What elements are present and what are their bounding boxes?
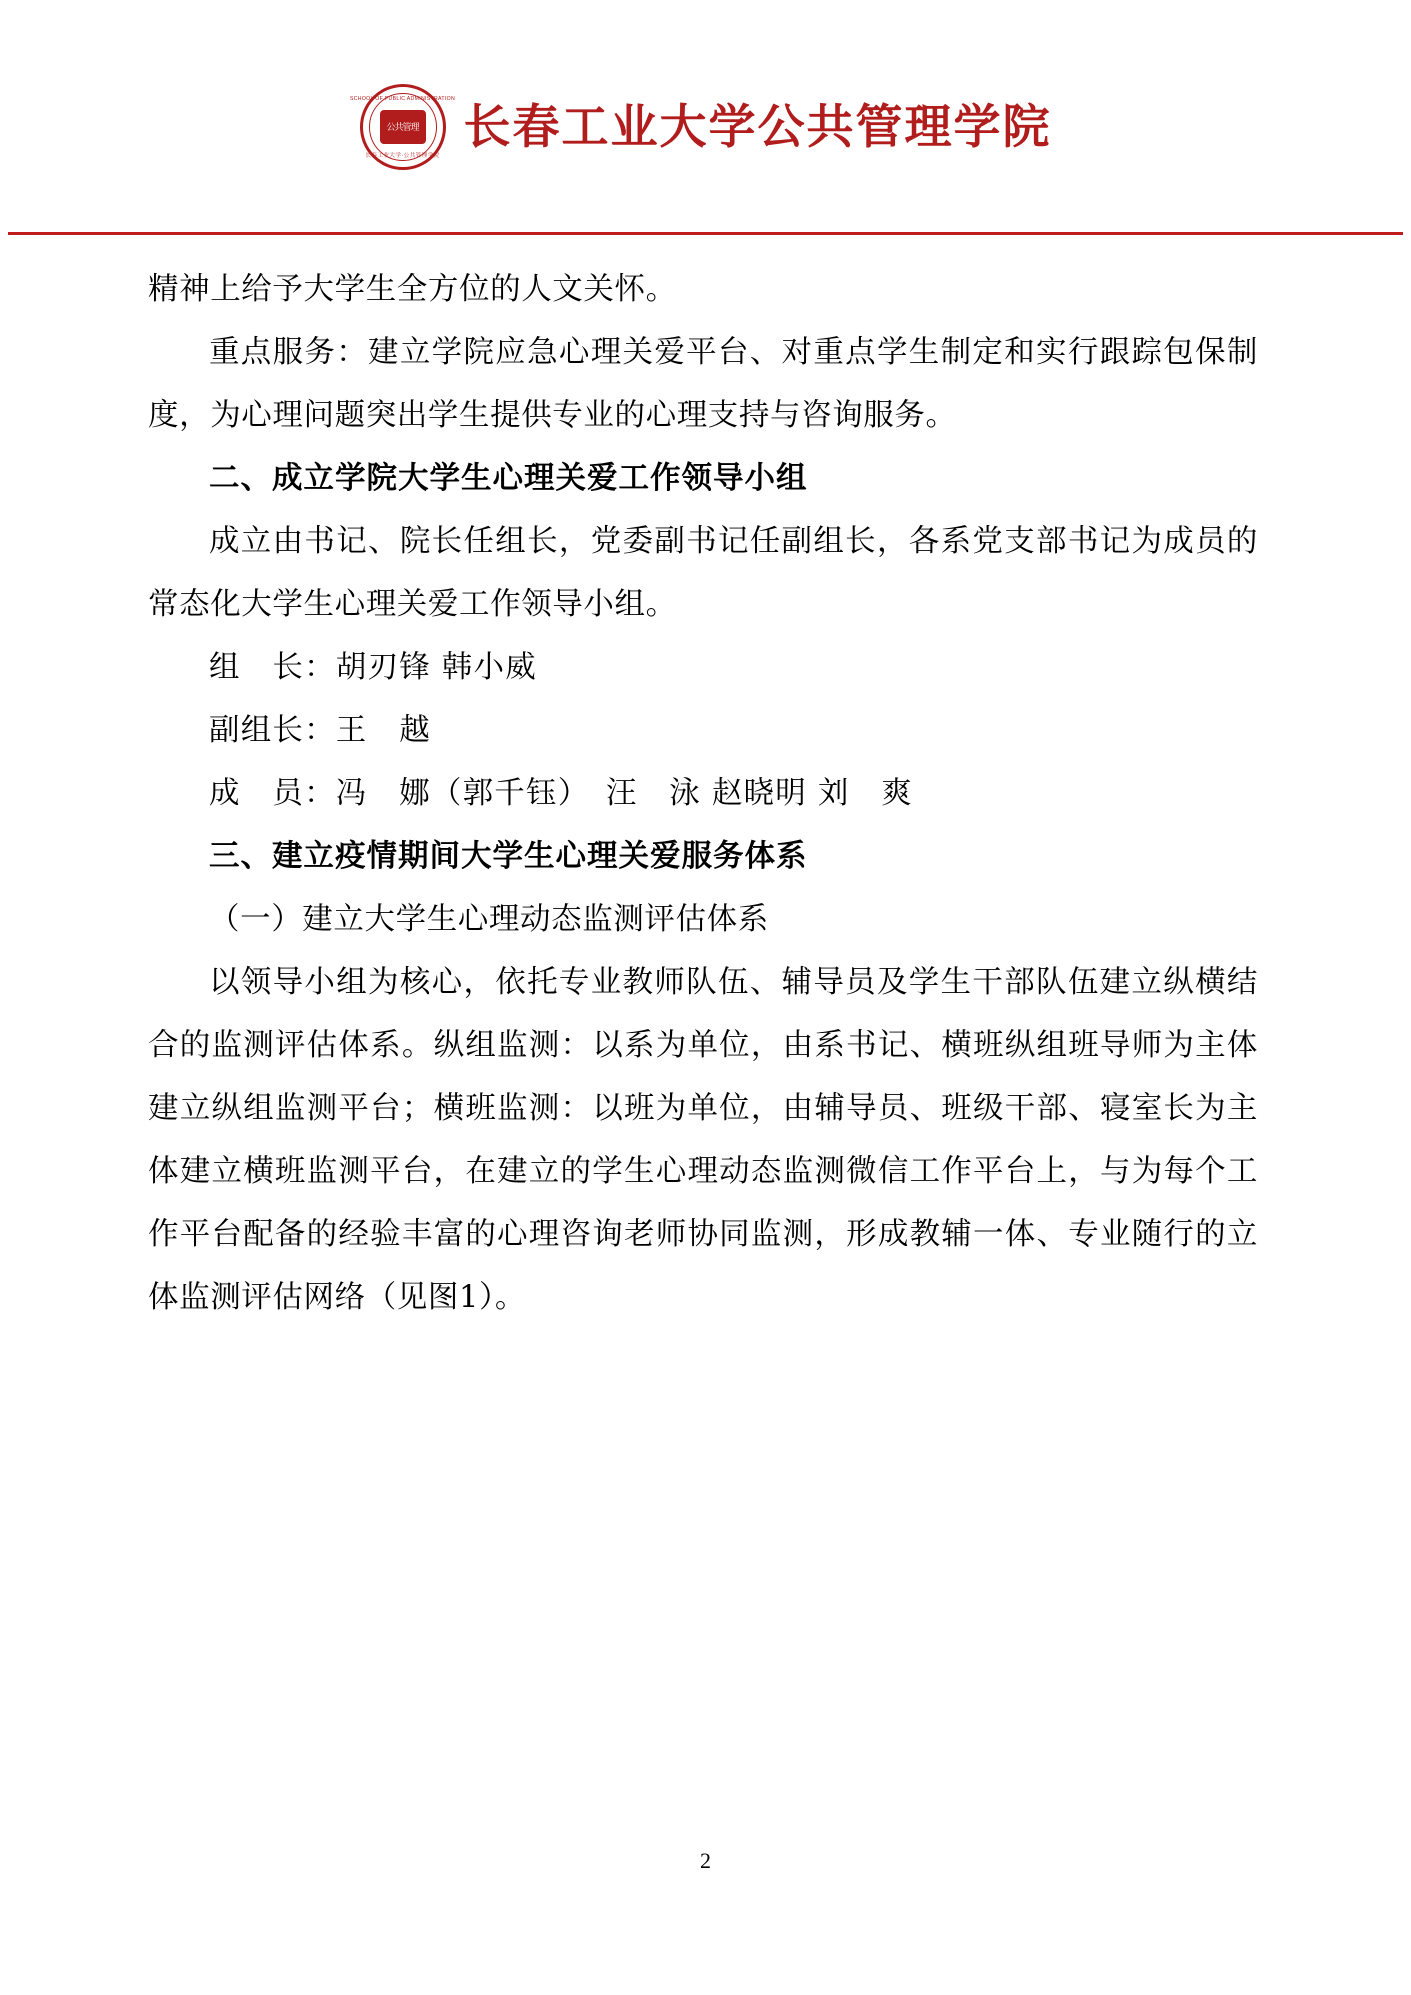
roster-group-leader: 组 长：胡刃锋 韩小威 <box>209 650 537 685</box>
paragraph-key-services: 重点服务：建立学院应急心理关爱平台、对重点学生制定和实行跟踪包保制度，为心理问题突出学生提供专业的心理支持与咨询服务。 <box>148 335 1258 433</box>
section-heading-two: 二、成立学院大学生心理关爱工作领导小组 <box>209 460 808 496</box>
paragraph-continuation: 精神上给予大学生全方位的人文关怀。 <box>148 272 677 307</box>
paragraph-leadership-group: 成立由书记、院长任组长，党委副书记任副组长，各系党支部书记为成员的常态化大学生心理关爱工作领导小组。 <box>148 524 1258 622</box>
seal-center-text: 公共管理 <box>380 110 426 144</box>
roster-deputy-leader: 副组长：王 越 <box>209 713 431 748</box>
header-divider <box>8 232 1403 235</box>
seal-outer-text-bottom: 长春工业大学·公共管理学院 <box>365 153 440 159</box>
institution-title: 长春工业大学公共管理学院 <box>463 99 1052 155</box>
letterhead-inner <box>0 84 1411 170</box>
document-body <box>148 258 1258 1329</box>
paragraph-monitoring-system: 以领导小组为核心，依托专业教师队伍、辅导员及学生干部队伍建立纵横结合的监测评估体系。纵组监测：以系为单位，由系书记、横班纵组班导师为主体建立纵组监测平台；横班监测：以班为单位，由辅导员、班级干部、寝室长为主体建立横班监测平台，在建立的学生心理动态监测微信工作平台上，与为每个工作平台配备的经验丰富的心理咨询老师协同监测，形成教辅一体、专业随行的立体监测评估网络（见图1）。 <box>148 965 1258 1315</box>
seal-outer-text-top: SCHOOL OF PUBLIC ADMINISTRATION <box>350 96 455 102</box>
subsection-heading-one: （一）建立大学生心理动态监测评估体系 <box>209 902 769 937</box>
letterhead <box>0 0 1411 236</box>
page-number: 2 <box>700 1848 711 1873</box>
roster-members: 成 员：冯 娜（郭千钰） 汪 泳 赵晓明 刘 爽 <box>209 776 913 811</box>
university-seal-icon <box>350 84 455 170</box>
section-heading-three: 三、建立疫情期间大学生心理关爱服务体系 <box>209 838 808 874</box>
